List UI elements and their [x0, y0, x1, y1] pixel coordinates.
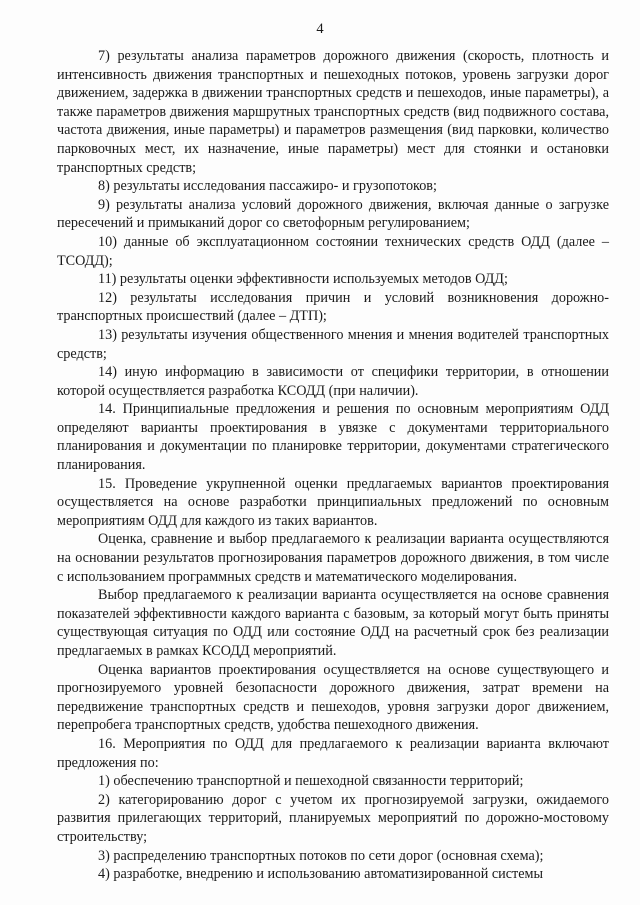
measure-item-3: 3) распределению транспортных потоков по сети дорог (основная схема);: [98, 847, 544, 864]
choice-paragraph: Выбор предлагаемого к реализации варианта осуществляется на основе сравнения показателей эффективности каждого варианта с базовым, за который могут быть приняты существующая ситуация по ОДД или состояние ОДД на расчетный срок без реализации предлагаемых в рамках КСОДД мероприятий.: [57, 587, 609, 659]
measure-item-1: 1) обеспечению транспортной и пешеходной связанности территорий;: [98, 773, 524, 790]
page-number: 4: [316, 21, 324, 37]
measure-item-2: 2) категорированию дорог с учетом их прогнозируемой загрузки, ожидаемого развития прилегающих территорий, планируемых мероприятий по дорожно-мостовому строительству;: [57, 791, 609, 845]
measure-item-4: 4) разработке, внедрению и использованию автоматизированной системы: [98, 866, 544, 883]
section-14-paragraph: 14. Принципиальные предложения и решения по основным мероприятиям ОДД определяют варианты проектирования в увязке с документами территориального планирования и документации по планировке территории, документами стратегического планирования.: [57, 401, 609, 474]
document-body: [57, 47, 609, 884]
paragraph-item-14: 14) иную информацию в зависимости от специфики территории, в отношении которой осуществляется разработка КСОДД (при наличии).: [57, 364, 609, 399]
paragraph-item-11: 11) результаты оценки эффективности используемых методов ОДД;: [98, 271, 508, 288]
paragraph-item-8: 8) результаты исследования пассажиро- и грузопотоков;: [98, 178, 437, 195]
paragraph-item-7: 7) результаты анализа параметров дорожного движения (скорость, плотность и интенсивность движения транспортных и пешеходных потоков, уровень загрузки дорог движением, задержка в движении транспортных средств и пешеходов, иные параметры), а также параметров движения маршрутных транспортных средств (вид подвижного состава, частота движения, иные параметры) и параметров размещения (вид парковки, количество парковочных мест, их назначение, иные параметры) мест для стоянки и остановки транспортных средств;: [57, 48, 609, 176]
paragraph-item-10: 10) данные об эксплуатационном состоянии технических средств ОДД (далее – ТСОДД);: [57, 233, 609, 269]
paragraph-item-12: 12) результаты исследования причин и условий возникновения дорожно-транспортных происшествий (далее – ДТП);: [57, 289, 609, 325]
section-15-paragraph: 15. Проведение укрупненной оценки предлагаемых вариантов проектирования осуществляется на основе разработки принципиальных предложений по основным мероприятиям ОДД для каждого из таких вариантов.: [57, 475, 609, 529]
paragraph-item-9: 9) результаты анализа условий дорожного движения, включая данные о загрузке пересечений и примыканий дорог со светофорным регулированием;: [57, 196, 609, 232]
paragraph-item-13: 13) результаты изучения общественного мнения и мнения водителей транспортных средств;: [57, 326, 609, 362]
evaluation-paragraph: Оценка, сравнение и выбор предлагаемого к реализации варианта осуществляются на основании результатов прогнозирования параметров дорожного движения, в том числе с использованием программных средств и математического моделирования.: [57, 531, 609, 585]
assessment-paragraph: Оценка вариантов проектирования осуществляется на основе существующего и прогнозируемого уровней безопасности дорожного движения, затрат времени на передвижение транспортных средств и пешеходов, уровня загрузки дорог движением, перепробега транспортных средств, удобства пешеходного движения.: [57, 661, 609, 734]
section-16-paragraph: 16. Мероприятия по ОДД для предлагаемого к реализации варианта включают предложения по:: [57, 735, 609, 771]
